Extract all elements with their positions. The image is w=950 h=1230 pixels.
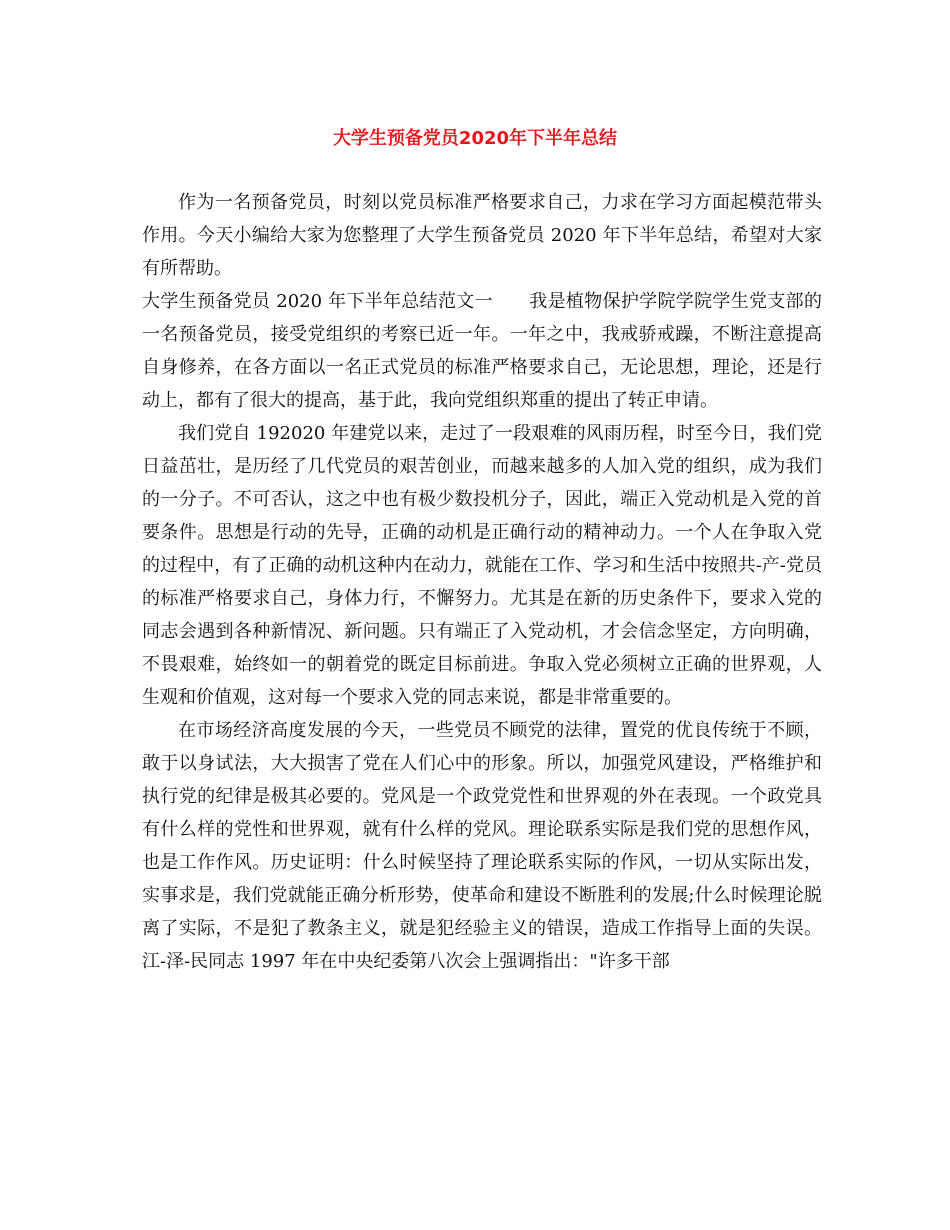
sample-paragraph [142,285,822,417]
document-title: 大学生预备党员2020年下半年总结 [332,128,618,149]
body-paragraph-2: 在市场经济高度发展的今天，一些党员不顾党的法律，置党的优良传统于不顾，敢于以身试法，大大损害了党在人们心中的形象。所以，加强党风建设，严格维护和执行党的纪律是极其必要的。党风是一个政党党性和世界观的外在表现。一个政党具有什么样的党性和世界观，就有什么样的党风。理论联系实际是我们党的思想作风，也是工作作风。历史证明：什么时候坚持了理论联系实际的作风，一切从实际出发，实事求是，我们党就能正确分析形势，使革命和建设不断胜利的发展;什么时候理论脱离了实际，不是犯了教条主义，就是犯经验主义的错误，造成工作指导上面的失误。江-泽-民同志 1997 年在中央纪委第八次会上强调指出："许多干部 [142,720,822,972]
body-paragraph-1: 我们党自 192020 年建党以来，走过了一段艰难的风雨历程，时至今日，我们党日益茁壮，是历经了几代党员的艰苦创业，而越来越多的人加入党的组织，成为我们的一分子。不可否认，这之中也有极少数投机分子，因此，端正入党动机是入党的首要条件。思想是行动的先导，正确的动机是正确行动的精神动力。一个人在争取入党的过程中，有了正确的动机这种内在动力，就能在工作、学习和生活中按照共-产-党员的标准严格要求自己，身体力行，不懈努力。尤其是在新的历史条件下，要求入党的同志会遇到各种新情况、新问题。只有端正了入党动机，才会信念坚定，方向明确，不畏艰难，始终如一的朝着党的既定目标前进。争取入党必须树立正确的世界观，人生观和价值观，这对每一个要求入党的同志来说，都是非常重要的。 [142,423,822,708]
sample-first-text: 我是植物保护学院学院学生党支部的一名预备党员，接受党组织的考察已近一年。一年之中，我戒骄戒躁，不断注意提高自身修养，在各方面以一名正式党员的标准严格要求自己，无论思想，理论，还是行动上，都有了很大的提高，基于此，我向党组织郑重的提出了转正申请。 [142,291,822,411]
sample-heading: 大学生预备党员 2020 年下半年总结范文一 [142,291,493,312]
intro-paragraph: 作为一名预备党员，时刻以党员标准严格要求自己，力求在学习方面起模范带头作用。今天小编给大家为您整理了大学生预备党员 2020 年下半年总结，希望对大家有所帮助。 [142,192,822,279]
document-body [142,186,822,978]
